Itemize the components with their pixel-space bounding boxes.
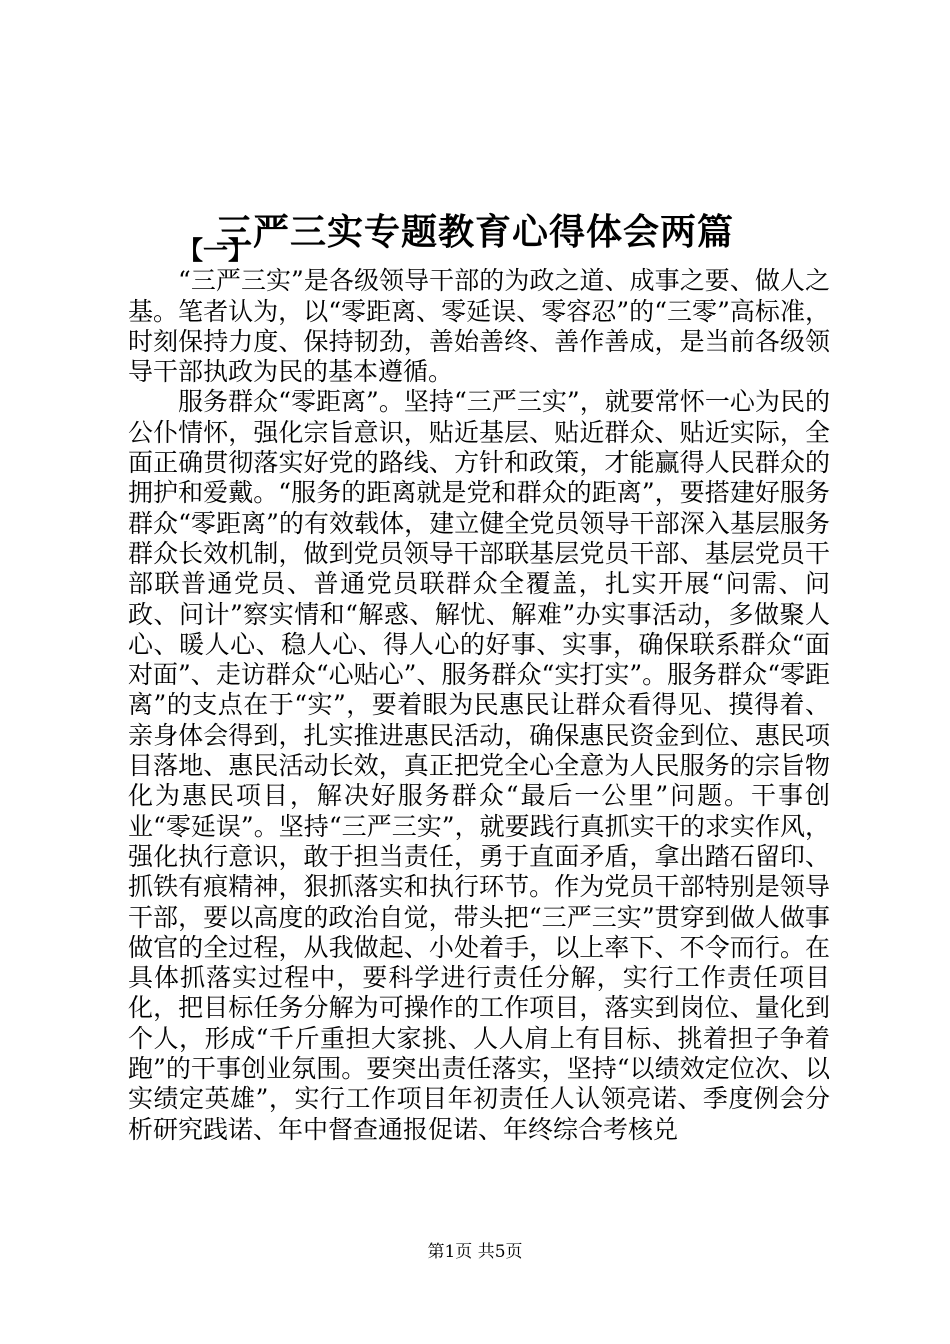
section-label: 【一】 xyxy=(178,236,254,265)
document-title: 三严三实专题教育心得体会两篇 xyxy=(215,211,734,254)
paragraph-service: 服务群众“零距离”。坚持“三严三实”，就要常怀一心为民的公仆情怀，强化宗旨意识，贴近基层、贴近群众、贴近实际，全面正确贯彻落实好党的路线、方针和政策，才能赢得人民群众的拥护和爱戴。“服务的距离就是党和群众的距离”，要搭建好服务群众“零距离”的有效载体，建立健全党员领导干部深入基层服务群众长效机制，做到党员领导干部联基层党员干部、基层党员干部联普通党员、普通党员联群众全覆盖，扎实开展“问需、问政、问计”察实情和“解惑、解忧、解难”办实事活动，多做聚人心、暖人心、稳人心、得人心的好事、实事，确保联系群众“面对面”、走访群众“心贴心”、服务群众“实打实”。服务群众“零距离”的支点在于“实”，要着眼为民惠民让群众看得见、摸得着、亲身体会得到，扎实推进惠民活动，确保惠民资金到位、惠民项目落地、惠民活动长效，真正把党全心全意为人民服务的宗旨物化为惠民项目，解决好服务群众“最后一公里”问题。干事创业“零延误”。坚持“三严三实”，就要践行真抓实干的求实作风，强化执行意识，敢于担当责任，勇于直面矛盾，拿出踏石留印、抓铁有痕精神，狠抓落实和执行环节。作为党员干部特别是领导干部，要以高度的政治自觉，带头把“三严三实”贯穿到做人做事做官的全过程，从我做起、小处着手，以上率下、不令而行。在具体抓落实过程中，要科学进行责任分解，实行工作责任项目化，把目标任务分解为可操作的工作项目，落实到岗位、量化到个人，形成“千斤重担大家挑、人人肩上有目标、挑着担子争着跑”的干事创业氛围。要突出责任落实，坚持“以绩效定位次、以实绩定英雄”，实行工作项目年初责任人认领亮诺、季度例会分析研究践诺、年中督查通报促诺、年终综合考核兑 xyxy=(128,387,830,1144)
document-body xyxy=(128,236,830,1145)
paragraph-intro: “三严三实”是各级领导干部的为政之道、成事之要、做人之基。笔者认为，以“零距离、零延误、零容忍”的“三零”高标准，时刻保持力度、保持韧劲，善始善终、善作善成，是当前各级领导干部执政为民的基本遵循。 xyxy=(128,266,830,387)
page-footer: 第1页 共5页 xyxy=(427,1242,523,1262)
